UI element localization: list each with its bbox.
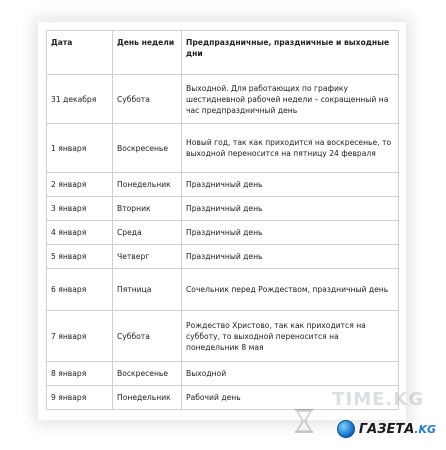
cell-weekday: Четверг xyxy=(113,245,182,269)
table-row xyxy=(47,221,399,245)
cell-weekday: Вторник xyxy=(113,197,182,221)
cell-weekday: Пятница xyxy=(113,269,182,311)
cell-note: Новый год, так как приходится на воскресенье, то выходной переносится на пятницу 24 февраля xyxy=(182,124,399,173)
cell-weekday: Суббота xyxy=(113,75,182,124)
table-row xyxy=(47,386,399,410)
cell-note: Праздничный день xyxy=(182,221,399,245)
cell-date: 4 января xyxy=(47,221,113,245)
cell-weekday: Понедельник xyxy=(113,173,182,197)
cell-date: 3 января xyxy=(47,197,113,221)
globe-icon xyxy=(337,420,355,438)
gazeta-kg-logo[interactable] xyxy=(337,420,436,438)
cell-note: Праздничный день xyxy=(182,245,399,269)
cell-date: 6 января xyxy=(47,269,113,311)
cell-date: 2 января xyxy=(47,173,113,197)
header-date: Дата xyxy=(47,31,113,75)
cell-note: Праздничный день xyxy=(182,173,399,197)
cell-weekday: Понедельник xyxy=(113,386,182,410)
table-row xyxy=(47,124,399,173)
cell-note: Праздничный день xyxy=(182,197,399,221)
cell-date: 8 января xyxy=(47,362,113,386)
time-kg-watermark: TIME.KG xyxy=(332,389,424,410)
cell-weekday: Суббота xyxy=(113,311,182,362)
logo-suffix: .KG xyxy=(414,422,436,436)
cell-weekday: Воскресенье xyxy=(113,124,182,173)
header-note: Предпраздничные, праздничные и выходные дни xyxy=(182,31,399,75)
table-row xyxy=(47,75,399,124)
table-row xyxy=(47,311,399,362)
cell-note: Рабочий день xyxy=(182,386,399,410)
cell-note: Сочельник перед Рождеством, праздничный день xyxy=(182,269,399,311)
table-row xyxy=(47,245,399,269)
table-row xyxy=(47,173,399,197)
cell-note: Выходной. Для работающих по графику шестидневной рабочей недели – сокращенный на час предпраздничный день xyxy=(182,75,399,124)
holiday-table xyxy=(46,30,399,410)
table-row xyxy=(47,269,399,311)
table-header-row xyxy=(47,31,399,75)
cell-weekday: Воскресенье xyxy=(113,362,182,386)
cell-note: Выходной xyxy=(182,362,399,386)
hourglass-icon xyxy=(293,408,315,434)
table-row xyxy=(47,197,399,221)
cell-weekday: Среда xyxy=(113,221,182,245)
header-weekday: День недели xyxy=(113,31,182,75)
cell-date: 31 декабря xyxy=(47,75,113,124)
table-row xyxy=(47,362,399,386)
logo-main: ГАЗЕТА xyxy=(358,421,415,437)
cell-date: 7 января xyxy=(47,311,113,362)
cell-note: Рождество Христово, так как приходится на субботу, то выходной переносится на понедельник 8 мая xyxy=(182,311,399,362)
cell-date: 9 января xyxy=(47,386,113,410)
cell-date: 5 января xyxy=(47,245,113,269)
cell-date: 1 января xyxy=(47,124,113,173)
